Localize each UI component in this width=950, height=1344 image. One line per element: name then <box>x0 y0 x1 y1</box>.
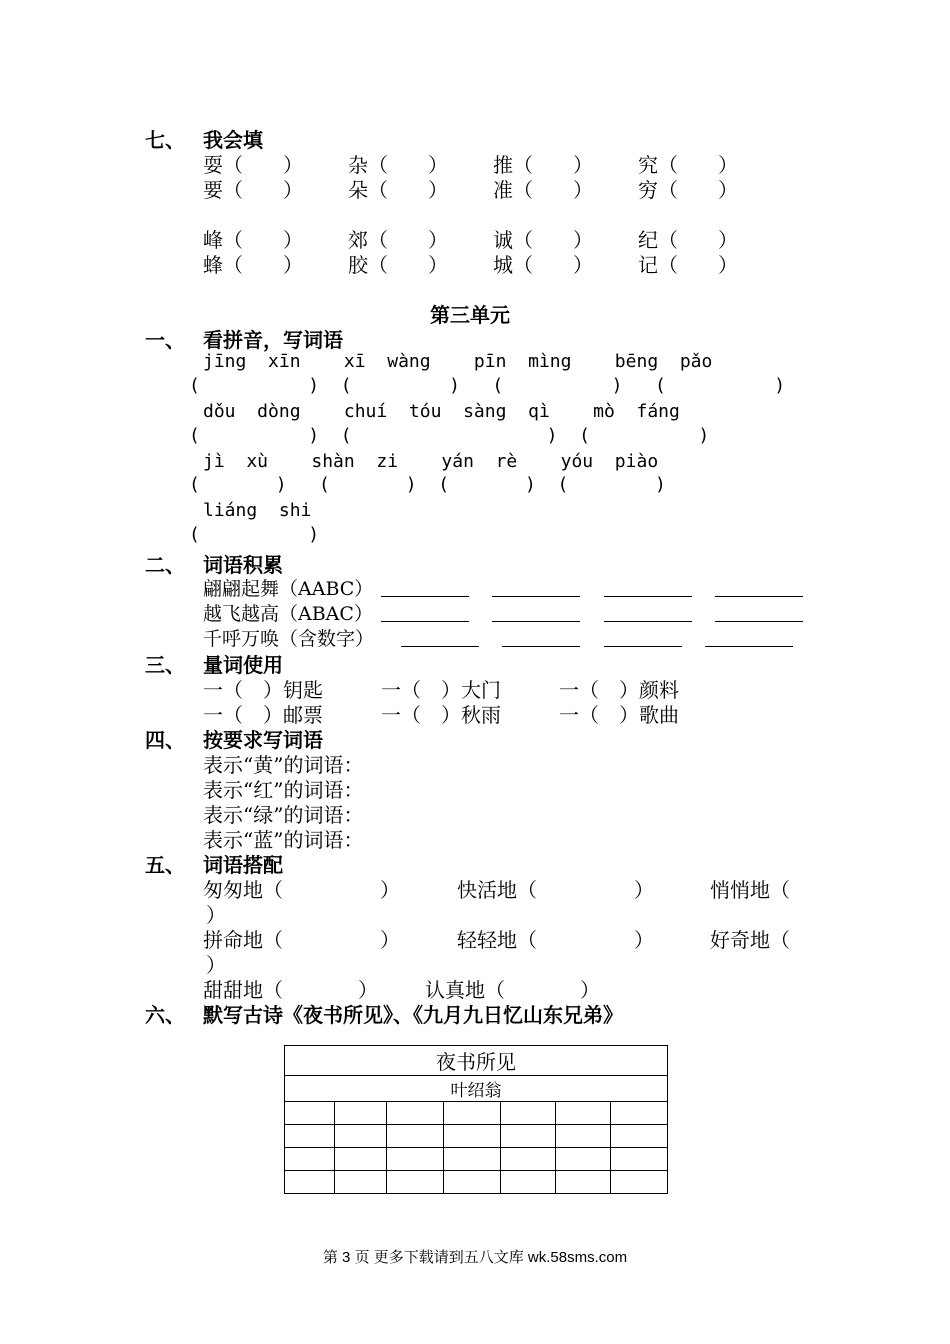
grid-cell[interactable] <box>444 1102 501 1125</box>
section-5-number: 五、 <box>145 853 185 877</box>
grid-cell[interactable] <box>444 1148 501 1171</box>
pinyin-line: jīng xīn xī wàng pīn mìng bēng pǎo <box>203 351 713 372</box>
fill-item: 胶（ ） <box>348 253 448 277</box>
grid-cell[interactable] <box>556 1125 611 1148</box>
pinyin-line: dǒu dòng chuí tóu sàng qì mò fáng <box>203 401 680 422</box>
grid-row <box>285 1125 668 1148</box>
section-6-title: 默写古诗《夜书所见》、《九月九日忆山东兄弟》 <box>203 1003 623 1027</box>
match-item: 好奇地（ <box>710 928 790 952</box>
grid-cell[interactable] <box>501 1148 556 1171</box>
color-word-prompt: 表示“红”的词语： <box>203 778 364 802</box>
match-bracket: ） <box>634 928 654 952</box>
fill-item: 耍（ ） <box>203 153 303 177</box>
fill-item: 记（ ） <box>638 253 738 277</box>
grid-row <box>285 1148 668 1171</box>
match-bracket: ） <box>358 978 378 1002</box>
grid-cell[interactable] <box>387 1125 444 1148</box>
poem-title: 夜书所见 <box>285 1046 668 1076</box>
section-1-title: 看拼音，写词语 <box>203 328 343 352</box>
color-word-prompt: 表示“绿”的词语： <box>203 803 364 827</box>
grid-cell[interactable] <box>556 1171 611 1194</box>
grid-cell[interactable] <box>285 1102 335 1125</box>
pinyin-line: liáng shi <box>203 500 312 521</box>
grid-cell[interactable] <box>501 1171 556 1194</box>
section-3-number: 三、 <box>145 653 185 677</box>
fill-item: 朵（ ） <box>348 178 448 202</box>
grid-cell[interactable] <box>444 1125 501 1148</box>
color-word-prompt: 表示“黄”的词语： <box>203 753 364 777</box>
fill-item: 纪（ ） <box>638 228 738 252</box>
fill-item: 峰（ ） <box>203 228 303 252</box>
grid-cell[interactable] <box>335 1171 387 1194</box>
measure-word-item: 一（ ）大门 <box>381 678 501 702</box>
fill-item: 准（ ） <box>493 178 593 202</box>
answer-line[interactable] <box>604 596 692 597</box>
page-footer: 第 3 页 更多下载请到五八文库 wk.58sms.com <box>322 1249 628 1266</box>
match-item: 甜甜地（ <box>203 978 283 1002</box>
section-7-number: 七、 <box>145 128 185 152</box>
grid-cell[interactable] <box>335 1125 387 1148</box>
grid-row <box>285 1102 668 1125</box>
grid-cell[interactable] <box>611 1125 668 1148</box>
color-word-prompt: 表示“蓝”的词语： <box>203 828 364 852</box>
measure-word-item: 一（ ）钥匙 <box>203 678 323 702</box>
section-2-title: 词语积累 <box>203 553 283 577</box>
measure-word-item: 一（ ）邮票 <box>203 703 323 727</box>
answer-brackets: ( ) <box>189 524 320 545</box>
unit-title: 第三单元 <box>430 303 510 327</box>
match-item: 拼命地（ <box>203 928 283 952</box>
answer-brackets: ( ) ( ) ( ) ( ) <box>189 375 786 396</box>
match-item: 悄悄地（ <box>710 878 790 902</box>
match-bracket: ） <box>380 928 400 952</box>
answer-line[interactable] <box>705 646 793 647</box>
match-bracket: ） <box>634 878 654 902</box>
grid-cell[interactable] <box>387 1148 444 1171</box>
answer-line[interactable] <box>492 621 580 622</box>
fill-item: 杂（ ） <box>348 153 448 177</box>
grid-cell[interactable] <box>501 1125 556 1148</box>
section-3-title: 量词使用 <box>203 653 283 677</box>
section-4-title: 按要求写词语 <box>203 728 323 752</box>
fill-item: 城（ ） <box>493 253 593 277</box>
answer-line[interactable] <box>492 596 580 597</box>
poem-author: 叶绍翁 <box>285 1076 668 1102</box>
grid-row <box>285 1171 668 1194</box>
grid-cell[interactable] <box>611 1148 668 1171</box>
answer-brackets: ( ) ( ) ( ) ( ) <box>189 474 666 495</box>
match-item: 匆匆地（ <box>203 878 283 902</box>
match-bracket: ） <box>206 903 226 927</box>
answer-line[interactable] <box>715 596 803 597</box>
answer-line[interactable] <box>604 621 692 622</box>
fill-item: 究（ ） <box>638 153 738 177</box>
fill-item: 郊（ ） <box>348 228 448 252</box>
grid-cell[interactable] <box>444 1171 501 1194</box>
poem-writing-grid <box>284 1045 668 1194</box>
grid-cell[interactable] <box>556 1148 611 1171</box>
section-7-title: 我会填 <box>203 128 263 152</box>
match-item: 认真地（ <box>425 978 505 1002</box>
section-1-number: 一、 <box>145 328 185 352</box>
section-6-number: 六、 <box>145 1003 185 1027</box>
answer-line[interactable] <box>604 646 682 647</box>
measure-word-item: 一（ ）颜料 <box>559 678 679 702</box>
grid-cell[interactable] <box>387 1102 444 1125</box>
grid-cell[interactable] <box>285 1171 335 1194</box>
answer-line[interactable] <box>381 621 469 622</box>
word-pattern-label: 千呼万唤（含数字） <box>203 628 375 650</box>
grid-cell[interactable] <box>556 1102 611 1125</box>
word-pattern-label: 翩翩起舞（AABC） <box>203 578 374 600</box>
answer-brackets: ( ) ( ) ( ) <box>189 425 710 446</box>
measure-word-item: 一（ ）秋雨 <box>381 703 501 727</box>
grid-cell[interactable] <box>285 1125 335 1148</box>
fill-item: 诚（ ） <box>493 228 593 252</box>
grid-cell[interactable] <box>387 1171 444 1194</box>
match-bracket: ） <box>580 978 600 1002</box>
grid-cell[interactable] <box>335 1148 387 1171</box>
fill-item: 推（ ） <box>493 153 593 177</box>
match-item: 轻轻地（ <box>457 928 537 952</box>
section-2-number: 二、 <box>145 553 185 577</box>
fill-item: 穷（ ） <box>638 178 738 202</box>
grid-cell[interactable] <box>285 1148 335 1171</box>
match-bracket: ） <box>206 953 226 977</box>
match-bracket: ） <box>380 878 400 902</box>
answer-line[interactable] <box>381 596 469 597</box>
fill-item: 蜂（ ） <box>203 253 303 277</box>
answer-line[interactable] <box>401 646 479 647</box>
section-5-title: 词语搭配 <box>203 853 283 877</box>
pinyin-line: jì xù shàn zi yán rè yóu piào <box>203 451 659 472</box>
match-item: 快活地（ <box>457 878 537 902</box>
word-pattern-label: 越飞越高（ABAC） <box>203 603 373 625</box>
grid-cell[interactable] <box>611 1171 668 1194</box>
grid-cell[interactable] <box>611 1102 668 1125</box>
section-4-number: 四、 <box>145 728 185 752</box>
grid-cell[interactable] <box>501 1102 556 1125</box>
grid-cell[interactable] <box>335 1102 387 1125</box>
answer-line[interactable] <box>715 621 803 622</box>
fill-item: 要（ ） <box>203 178 303 202</box>
answer-line[interactable] <box>502 646 580 647</box>
measure-word-item: 一（ ）歌曲 <box>559 703 679 727</box>
